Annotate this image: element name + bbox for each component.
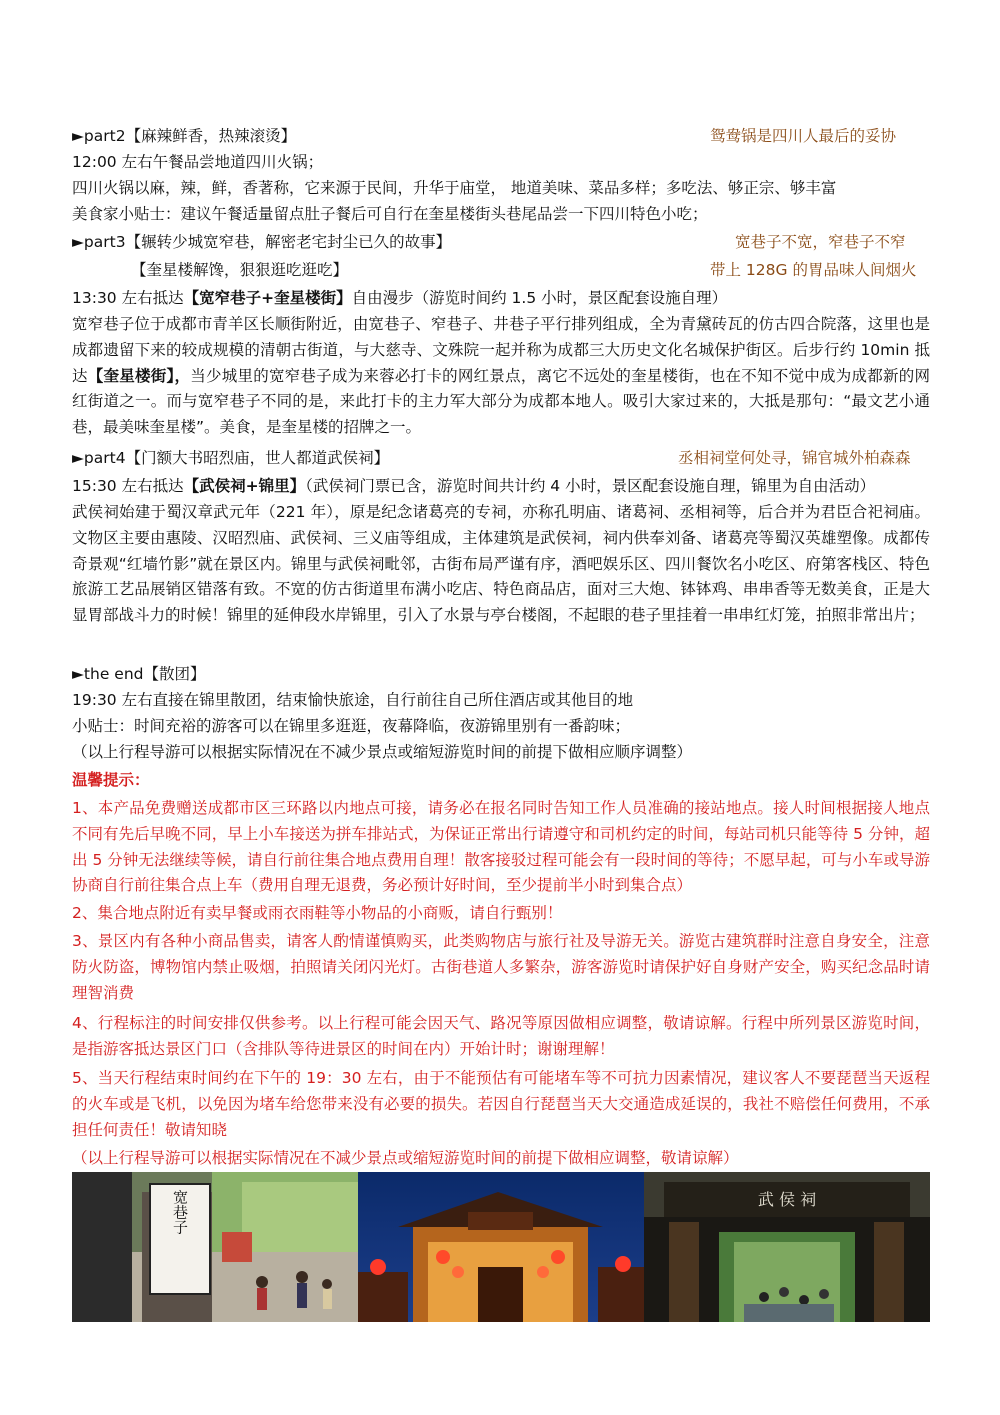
part2-side-note: 鸳鸯锅是四川人最后的妥协 bbox=[710, 127, 897, 145]
part2-time-line: 12:00 左右午餐品尝地道四川火锅； bbox=[72, 153, 324, 171]
part3-subheader: 【奎星楼解馋，狠狠逛吃逛吃】 bbox=[131, 261, 349, 279]
part3-side-note-2: 带上 128G 的胃品味人间烟火 bbox=[710, 261, 917, 279]
part3-para-b: 当少城里的宽窄巷子成为来蓉必打卡的网红景点，离它不远处的奎星楼街，也在不知不觉中成为成都新的网红街道之一。而与宽窄巷子不同的是，来此打卡的主力军大部分为成都本地人。吸引大家过来的，大抵是那句：“最文艺小通巷，最美味奎星楼”。美食，是奎星楼的招牌之一。 bbox=[72, 366, 930, 437]
end-note-line: （以上行程导游可以根据实际情况在不减少景点或缩短游览时间的前提下做相应顺序调整） bbox=[72, 743, 693, 761]
part3-time-prefix: 13:30 左右抵达 bbox=[72, 289, 184, 307]
end-time-line: 19:30 左右直接在锦里散团，结束愉快旅途，自行前往自己所住酒店或其他目的地 bbox=[72, 691, 634, 709]
part3-para-bold: 【奎星楼街】， bbox=[87, 366, 191, 385]
part4-side-note: 丞相祠堂何处寻，锦官城外柏森森 bbox=[678, 449, 911, 467]
part3-side-note-1: 宽巷子不宽，窄巷子不窄 bbox=[735, 233, 906, 251]
part3-para-a: 宽窄巷子位于成都市青羊区长顺街附近，由宽巷子、窄巷子、井巷子平行排列组成，全为青黛砖瓦的仿古四合院落，这里也是成都遗留下来的较成规模的清朝古街道，与大慈寺、文殊院一起并称为成都三大历史文化名城保护街区。后步行约 10min 抵达 bbox=[72, 315, 930, 385]
warm-tip-4: 4、行程标注的时间安排仅供参考。以上行程可能会因天气、路况等原因做相应调整，敬请谅解。行程中所列景区游览时间，是指游客抵达景区门口（含排队等待进景区的时间在内）开始计时；谢谢理解！ bbox=[72, 1014, 930, 1058]
warm-tip-note: （以上行程导游可以根据实际情况在不减少景点或缩短游览时间的前提下做相应调整，敬请谅解） bbox=[72, 1149, 739, 1167]
part4-time-bold: 【武侯祠+锦里】 bbox=[183, 477, 306, 495]
photo-wuhou-shrine-gate bbox=[644, 1172, 930, 1322]
part2-header: ►part2【麻辣鲜香，热辣滚烫】 bbox=[72, 127, 297, 145]
part3-time-suffix: 自由漫步（游览时间约 1.5 小时，景区配套设施自理） bbox=[351, 289, 728, 307]
part4-time-line bbox=[72, 473, 875, 499]
part2-tip-line: 美食家小贴士：建议午餐适量留点肚子餐后可自行在奎星楼街头巷尾品尝一下四川特色小吃； bbox=[72, 205, 708, 223]
part2-desc-line: 四川火锅以麻，辣，鲜，香著称，它来源于民间，升华于庙堂， 地道美味、菜品多样；多吃法、够正宗、够丰富 bbox=[72, 179, 837, 197]
part4-time-suffix: （武侯祠门票已含，游览时间共计约 4 小时，景区配套设施自理，锦里为自由活动） bbox=[305, 477, 876, 495]
part3-paragraph bbox=[72, 312, 930, 441]
photo1-sign-text: 宽巷子 bbox=[171, 1189, 189, 1235]
warm-tip-2: 2、集合地点附近有卖早餐或雨衣雨鞋等小物品的小商贩，请自行甄别！ bbox=[72, 904, 563, 922]
end-tip-line: 小贴士：时间充裕的游客可以在锦里多逛逛，夜幕降临，夜游锦里别有一番韵味； bbox=[72, 717, 631, 735]
warm-tips-title: 温馨提示： bbox=[72, 771, 150, 789]
part4-paragraph: 武侯祠始建于蜀汉章武元年（221 年），原是纪念诸葛亮的专祠，亦称孔明庙、诸葛祠、丞相祠等，后合并为君臣合祀祠庙。文物区主要由惠陵、汉昭烈庙、武侯祠、三义庙等组成，主体建筑是武侯祠，祠内供奉刘备、诸葛亮等蜀汉英雄塑像。成都传奇景观“红墙竹影”就在景区内。锦里与武侯祠毗邻，古街布局严谨有序，酒吧娱乐区、四川餐饮名小吃区、府第客栈区、特色旅游工艺品展销区错落有致。不宽的仿古街道里布满小吃店、特色商品店，面对三大炮、钵钵鸡、串串香等无数美食，正是大显胃部战斗力的时候！锦里的延伸段水岸锦里，引入了水景与亭台楼阁，不起眼的巷子里挂着一串串红灯笼，拍照非常出片； bbox=[72, 503, 930, 625]
photo3-sign-text: 武 侯 祠 bbox=[757, 1190, 817, 1209]
part3-time-line bbox=[72, 285, 727, 311]
photo-strip bbox=[72, 1172, 930, 1322]
end-header: ►the end【散团】 bbox=[72, 665, 206, 683]
warm-tip-1: 1、本产品免费赠送成都市区三环路以内地点可接，请务必在报名同时告知工作人员准确的接站地点。接人时间根据接人地点不同有先后早晚不同，早上小车接送为拼车排站式，为保证正常出行请遵守和司机约定的时间，每站司机只能等待 5 分钟，超出 5 分钟无法继续等候，请自行前往集合地点费用自理！散客接驳过程可能会有一段时间的等待；不愿早起，可与小车或导游协商自行前往集合点上车（费用自理无退费，务必预计好时间，至少提前半小时到集合点） bbox=[72, 799, 930, 895]
warm-tip-5: 5、当天行程结束时间约在下午的 19：30 左右，由于不能预估有可能堵车等不可抗力因素情况，建议客人不要琵琶当天返程的火车或是飞机，以免因为堵车给您带来没有必要的损失。若因自行琵琶当天大交通造成延误的，我社不赔偿任何费用，不承担任何责任！敬请知晓 bbox=[72, 1069, 930, 1139]
photo-kuanzhai-alley bbox=[72, 1172, 358, 1322]
photo-jinli-night bbox=[358, 1172, 644, 1322]
part3-header: ►part3【辗转少城宽窄巷，解密老宅封尘已久的故事】 bbox=[72, 233, 452, 251]
part3-time-bold: 【宽窄巷子+奎星楼街】 bbox=[183, 289, 352, 307]
part4-time-prefix: 15:30 左右抵达 bbox=[72, 477, 184, 495]
warm-tip-3: 3、景区内有各种小商品售卖，请客人酌情谨慎购买，此类购物店与旅行社及导游无关。游览古建筑群时注意自身安全，注意防火防盗，博物馆内禁止吸烟，拍照请关闭闪光灯。古街巷道人多繁杂，游客游览时请保护好自身财产安全，购买纪念品时请理智消费 bbox=[72, 932, 930, 1002]
part4-header: ►part4【门额大书昭烈庙，世人都道武侯祠】 bbox=[72, 449, 390, 467]
